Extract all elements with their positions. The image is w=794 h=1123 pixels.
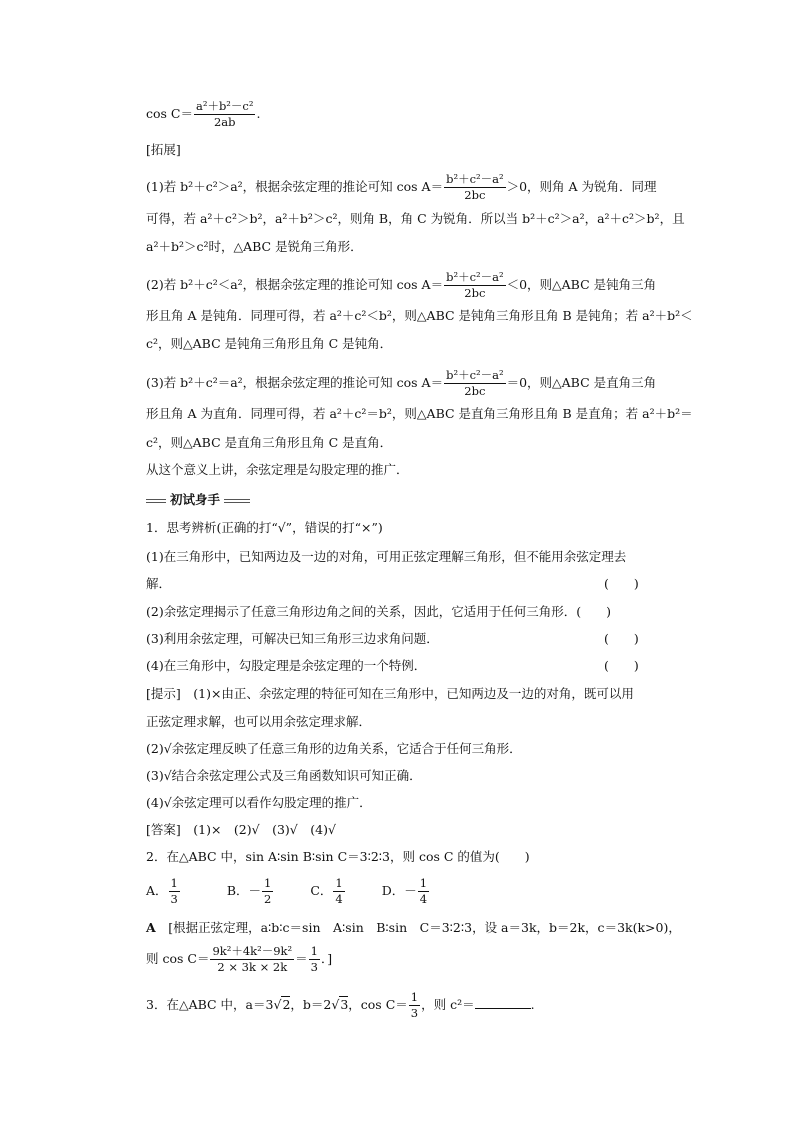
p2-line3: c²，则△ABC 是钝角三角形且角 C 是钝角．	[146, 336, 393, 351]
answer-bracket-4: ( )	[604, 658, 639, 673]
p1-line2: 可得，若 a²＋c²＞b²，a²＋b²＞c²，则角 B，角 C 为锐角．所以当 b²＋c²＞a²，a²＋c²＞b²，且	[146, 211, 685, 226]
p3-line2: 形且角 A 为直角．同理可得，若 a²＋c²＝b²，则△ABC 是直角三角形且角 B 是直角；若 a²＋b²＝	[146, 406, 693, 421]
summary-text: 从这个意义上讲，余弦定理是勾股定理的推广．	[146, 462, 409, 477]
option-a: A． $\frac{1}{3}$	[146, 876, 178, 906]
cos-c-formula: cos C＝ $\frac{\text{a²＋b²－c²}}{2ab}$ .	[146, 99, 261, 129]
hint-2: (2)√余弦定理反映了任意三角形的边角关系，它适合于任何三角形．	[146, 741, 522, 756]
p1-line1: (1)若 b²＋c²＞a²，根据余弦定理的推论可知 cos A＝ $\frac{\text{b²＋c²－a²}}{2bc}$ ＞0，则角 A 为锐角．同理	[146, 172, 657, 202]
p1-line3: a²＋b²＞c²时，△ABC 是锐角三角形．	[146, 239, 363, 254]
q2-solution-line1: A [根据正弦定理，a∶b∶c＝sin A∶sin B∶sin C＝3∶2∶3，设 a＝3k，b＝2k，c＝3k(k>0)，	[146, 920, 681, 935]
hint-line2: 正弦定理求解，也可以用余弦定理求解．	[146, 714, 372, 729]
option-c: C． $\frac{1}{4}$	[310, 876, 343, 906]
q1-statement3: (3)利用余弦定理，可解决已知三角形三边求角问题．	[146, 631, 439, 646]
q1-statement1-line2: 解．	[146, 576, 172, 591]
q1-title: 1．思考辨析(正确的打“√”，错误的打“×”)	[146, 520, 383, 535]
extension-label: [拓展]	[146, 142, 181, 157]
q1-statement4: (4)在三角形中，勾股定理是余弦定理的一个特例．	[146, 658, 427, 673]
hint-3: (3)√结合余弦定理公式及三角函数知识可知正确．	[146, 768, 422, 783]
q1-statement1-line1: (1)在三角形中，已知两边及一边的对角，可用正弦定理解三角形，但不能用余弦定理去	[146, 549, 627, 564]
option-d: D．－ $\frac{1}{4}$	[381, 876, 428, 906]
q2-options	[146, 876, 430, 907]
answer-bracket-1: ( )	[604, 576, 639, 591]
option-b: B．－ $\frac{1}{2}$	[226, 876, 272, 906]
hint-line1: [提示] (1)×由正、余弦定理的特征可知在三角形中，已知两边及一边的对角，既可以用	[146, 686, 634, 701]
p2-line2: 形且角 A 是钝角．同理可得，若 a²＋c²＜b²，则△ABC 是钝角三角形且角 B 是钝角；若 a²＋b²＜	[146, 308, 693, 323]
p3-line1: (3)若 b²＋c²＝a²，根据余弦定理的推论可知 cos A＝ $\frac{\text{b²＋c²－a²}}{2bc}$ ＝0，则△ABC 是直角三角	[146, 368, 657, 398]
hint-4: (4)√余弦定理可以看作勾股定理的推广．	[146, 795, 372, 810]
section-heading	[146, 491, 250, 509]
answer-line: [答案] (1)× (2)√ (3)√ (4)√	[146, 822, 336, 837]
p3-line3: c²，则△ABC 是直角三角形且角 C 是直角．	[146, 435, 393, 450]
section-label: 初试身手	[166, 491, 224, 509]
q2-title: 2．在△ABC 中，sin A∶sin B∶sin C＝3∶2∶3，则 cos C 的值为( )	[146, 849, 530, 864]
p2-line1: (2)若 b²＋c²＜a²，根据余弦定理的推论可知 cos A＝ $\frac{\text{b²＋c²－a²}}{2bc}$ ＜0，则△ABC 是钝角三角	[146, 270, 657, 300]
answer-blank[interactable]	[475, 996, 531, 1009]
answer-bracket-3: ( )	[604, 631, 639, 646]
q3-text: 3．在△ABC 中，a＝3√2，b＝2√3，cos C＝ $\frac{1}{3}$ ，则 c²＝ .	[146, 990, 535, 1020]
q1-statement2: (2)余弦定理揭示了任意三角形边角之间的关系，因此，它适用于任何三角形．( )	[146, 604, 611, 619]
q2-solution-line2: 则 cos C＝ $\frac{\text{9k²＋4k²－9k²}}{2 \times 3k \times 2k}$ ＝ $\frac{1}{3}$ ．]	[146, 944, 333, 974]
